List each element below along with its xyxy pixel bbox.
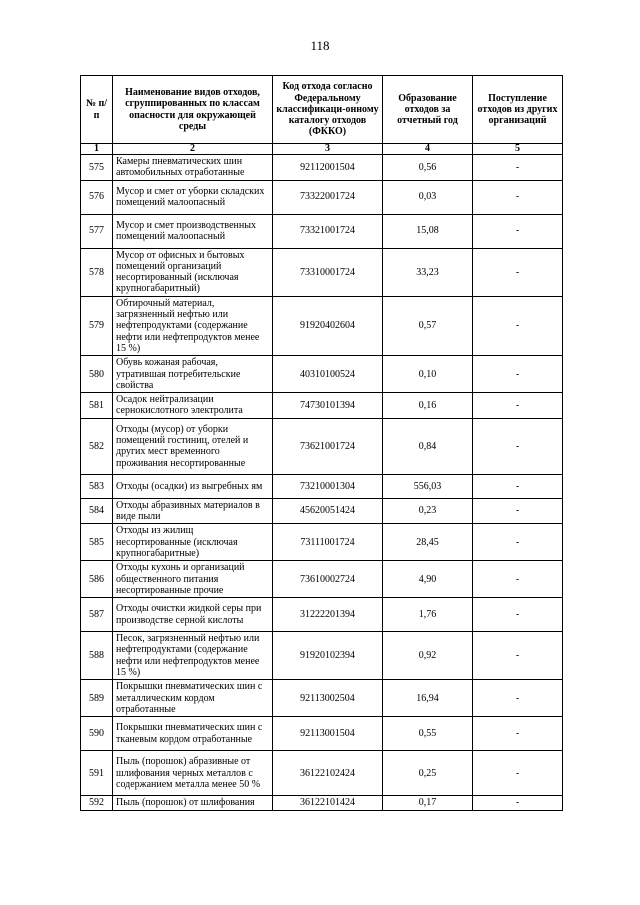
row-number: 577 bbox=[81, 214, 113, 248]
fkko-code: 91920102394 bbox=[273, 632, 383, 680]
table-row bbox=[81, 498, 563, 524]
generated-amount: 0,10 bbox=[383, 356, 473, 393]
waste-name: Обтирочный материал, загрязненный нефтью или нефтепродуктами (содержание нефти или нефтепродуктов менее 15 %) bbox=[113, 296, 273, 355]
table-body bbox=[81, 155, 563, 811]
waste-name: Камеры пневматических шин автомобильных отработанные bbox=[113, 155, 273, 181]
received-amount: - bbox=[473, 296, 563, 355]
row-number: 589 bbox=[81, 680, 113, 717]
received-amount: - bbox=[473, 524, 563, 561]
waste-name: Пыль (порошок) от шлифования bbox=[113, 796, 273, 810]
generated-amount: 0,92 bbox=[383, 632, 473, 680]
fkko-code: 73111001724 bbox=[273, 524, 383, 561]
row-number: 576 bbox=[81, 180, 113, 214]
generated-amount: 33,23 bbox=[383, 248, 473, 296]
fkko-code: 91920402604 bbox=[273, 296, 383, 355]
received-amount: - bbox=[473, 474, 563, 498]
table-row bbox=[81, 474, 563, 498]
waste-name: Отходы абразивных материалов в виде пыли bbox=[113, 498, 273, 524]
table-row bbox=[81, 296, 563, 355]
header-num: № п/п bbox=[81, 76, 113, 144]
table-row bbox=[81, 418, 563, 474]
fkko-code: 92112001504 bbox=[273, 155, 383, 181]
generated-amount: 16,94 bbox=[383, 680, 473, 717]
fkko-code: 92113002504 bbox=[273, 680, 383, 717]
received-amount: - bbox=[473, 680, 563, 717]
table-row bbox=[81, 356, 563, 393]
row-number: 587 bbox=[81, 598, 113, 632]
waste-table bbox=[80, 75, 563, 811]
waste-name: Покрышки пневматических шин с тканевым кордом отработанные bbox=[113, 717, 273, 751]
fkko-code: 31222201394 bbox=[273, 598, 383, 632]
waste-name: Покрышки пневматических шин с металлическим кордом отработанные bbox=[113, 680, 273, 717]
fkko-code: 74730101394 bbox=[273, 393, 383, 419]
fkko-code: 73610002724 bbox=[273, 561, 383, 598]
header-received: Поступление отходов из других организаций bbox=[473, 76, 563, 144]
fkko-code: 40310100524 bbox=[273, 356, 383, 393]
received-amount: - bbox=[473, 632, 563, 680]
row-number: 591 bbox=[81, 751, 113, 796]
waste-name: Отходы очистки жидкой серы при производстве серной кислоты bbox=[113, 598, 273, 632]
waste-name: Отходы кухонь и организаций общественного питания несортированные прочие bbox=[113, 561, 273, 598]
row-number: 580 bbox=[81, 356, 113, 393]
received-amount: - bbox=[473, 598, 563, 632]
row-number: 584 bbox=[81, 498, 113, 524]
table-row bbox=[81, 751, 563, 796]
row-number: 579 bbox=[81, 296, 113, 355]
waste-name: Мусор от офисных и бытовых помещений организаций несортированный (исключая крупногабаритный) bbox=[113, 248, 273, 296]
waste-name: Отходы (осадки) из выгребных ям bbox=[113, 474, 273, 498]
waste-name: Пыль (порошок) абразивные от шлифования черных металлов с содержанием металла менее 50 % bbox=[113, 751, 273, 796]
generated-amount: 0,16 bbox=[383, 393, 473, 419]
generated-amount: 0,23 bbox=[383, 498, 473, 524]
received-amount: - bbox=[473, 155, 563, 181]
table-row bbox=[81, 393, 563, 419]
received-amount: - bbox=[473, 498, 563, 524]
table-row bbox=[81, 248, 563, 296]
row-number: 590 bbox=[81, 717, 113, 751]
header-generated: Образование отходов за отчетный год bbox=[383, 76, 473, 144]
fkko-code: 45620051424 bbox=[273, 498, 383, 524]
row-number: 578 bbox=[81, 248, 113, 296]
table-row bbox=[81, 561, 563, 598]
generated-amount: 28,45 bbox=[383, 524, 473, 561]
received-amount: - bbox=[473, 561, 563, 598]
received-amount: - bbox=[473, 751, 563, 796]
row-number: 582 bbox=[81, 418, 113, 474]
received-amount: - bbox=[473, 180, 563, 214]
waste-name: Мусор и смет от уборки складских помещений малоопасный bbox=[113, 180, 273, 214]
generated-amount: 0,57 bbox=[383, 296, 473, 355]
column-number-row bbox=[81, 144, 563, 155]
received-amount: - bbox=[473, 418, 563, 474]
fkko-code: 73322001724 bbox=[273, 180, 383, 214]
received-amount: - bbox=[473, 248, 563, 296]
received-amount: - bbox=[473, 214, 563, 248]
column-number: 2 bbox=[113, 144, 273, 155]
received-amount: - bbox=[473, 356, 563, 393]
waste-name: Осадок нейтрализации сернокислотного электролита bbox=[113, 393, 273, 419]
row-number: 585 bbox=[81, 524, 113, 561]
row-number: 586 bbox=[81, 561, 113, 598]
table-row bbox=[81, 598, 563, 632]
column-number: 5 bbox=[473, 144, 563, 155]
row-number: 583 bbox=[81, 474, 113, 498]
fkko-code: 36122102424 bbox=[273, 751, 383, 796]
table-row bbox=[81, 180, 563, 214]
table-row bbox=[81, 717, 563, 751]
generated-amount: 1,76 bbox=[383, 598, 473, 632]
table-row bbox=[81, 524, 563, 561]
generated-amount: 0,03 bbox=[383, 180, 473, 214]
table-row bbox=[81, 632, 563, 680]
fkko-code: 92113001504 bbox=[273, 717, 383, 751]
waste-name: Песок, загрязненный нефтью или нефтепродуктами (содержание нефти или нефтепродуктов менее 15 %) bbox=[113, 632, 273, 680]
header-name: Наименование видов отходов, сгруппированных по классам опасности для окружающей среды bbox=[113, 76, 273, 144]
generated-amount: 15,08 bbox=[383, 214, 473, 248]
table-row bbox=[81, 796, 563, 810]
received-amount: - bbox=[473, 393, 563, 419]
row-number: 592 bbox=[81, 796, 113, 810]
waste-name: Отходы (мусор) от уборки помещений гостиниц, отелей и других мест временного проживания несортированные bbox=[113, 418, 273, 474]
row-number: 581 bbox=[81, 393, 113, 419]
generated-amount: 0,84 bbox=[383, 418, 473, 474]
waste-name: Мусор и смет производственных помещений малоопасный bbox=[113, 214, 273, 248]
table-row bbox=[81, 680, 563, 717]
generated-amount: 556,03 bbox=[383, 474, 473, 498]
column-number: 1 bbox=[81, 144, 113, 155]
generated-amount: 0,25 bbox=[383, 751, 473, 796]
generated-amount: 4,90 bbox=[383, 561, 473, 598]
column-number: 3 bbox=[273, 144, 383, 155]
page-number: 118 bbox=[310, 38, 330, 53]
generated-amount: 0,56 bbox=[383, 155, 473, 181]
table-row bbox=[81, 155, 563, 181]
fkko-code: 73321001724 bbox=[273, 214, 383, 248]
row-number: 588 bbox=[81, 632, 113, 680]
waste-name: Отходы из жилищ несортированные (исключая крупногабаритные) bbox=[113, 524, 273, 561]
waste-name: Обувь кожаная рабочая, утратившая потребительские свойства bbox=[113, 356, 273, 393]
column-number: 4 bbox=[383, 144, 473, 155]
fkko-code: 73210001304 bbox=[273, 474, 383, 498]
table-row bbox=[81, 214, 563, 248]
received-amount: - bbox=[473, 717, 563, 751]
header-code: Код отхода согласно Федеральному классификаци-онному каталогу отходов (ФККО) bbox=[273, 76, 383, 144]
header-row bbox=[81, 76, 563, 144]
generated-amount: 0,55 bbox=[383, 717, 473, 751]
row-number: 575 bbox=[81, 155, 113, 181]
generated-amount: 0,17 bbox=[383, 796, 473, 810]
fkko-code: 73310001724 bbox=[273, 248, 383, 296]
fkko-code: 73621001724 bbox=[273, 418, 383, 474]
fkko-code: 36122101424 bbox=[273, 796, 383, 810]
received-amount: - bbox=[473, 796, 563, 810]
